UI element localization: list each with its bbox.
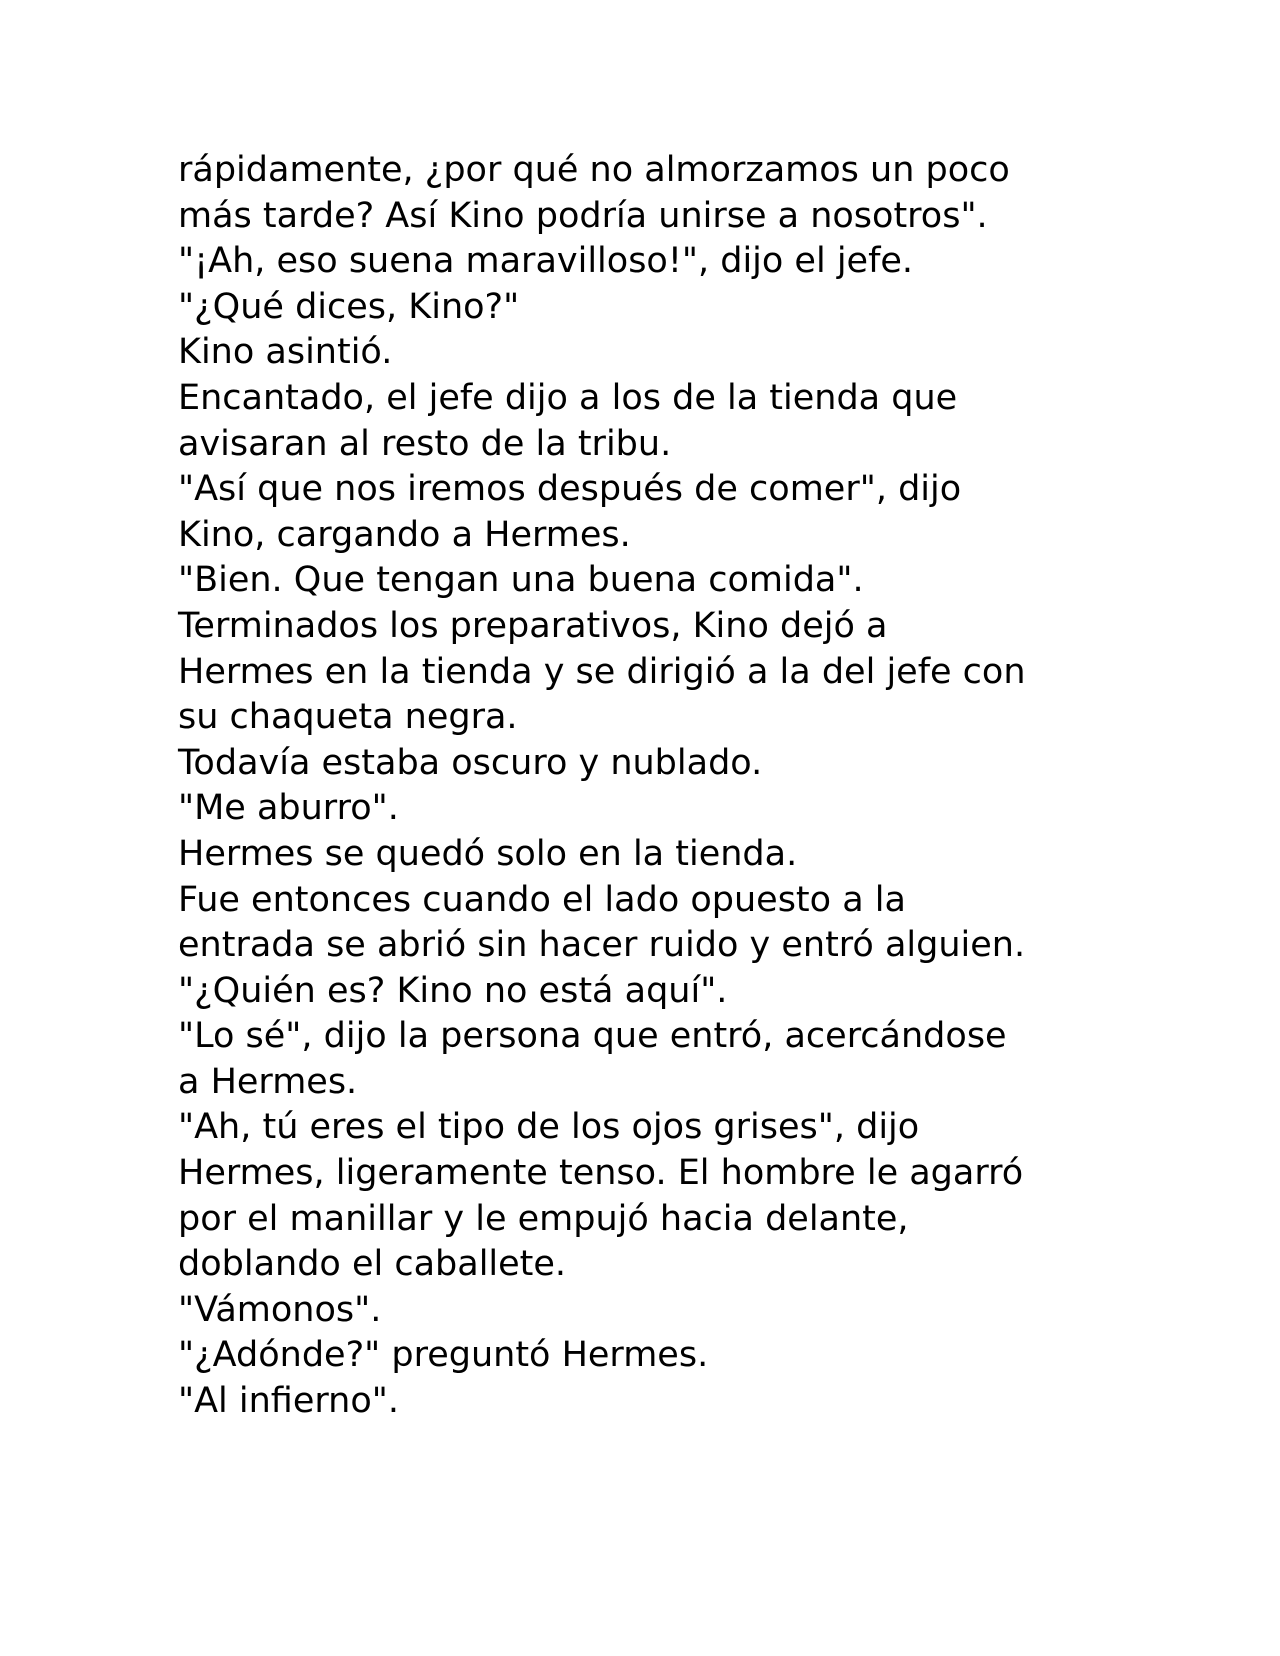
text-line: Fue entonces cuando el lado opuesto a la — [178, 879, 906, 920]
body-text — [178, 148, 1178, 1425]
text-line: avisaran al resto de la tribu. — [178, 423, 672, 464]
text-line: doblando el caballete. — [178, 1244, 567, 1285]
text-line: Hermes en la tienda y se dirigió a la del jefe con — [178, 651, 1026, 692]
text-line: "Ah, tú eres el tipo de los ojos grises", dijo — [178, 1107, 920, 1148]
text-line: "¿Quién es? Kino no está aquí". — [178, 970, 728, 1011]
text-line: más tarde? Así Kino podría unirse a nosotros". — [178, 195, 988, 236]
text-line: Todavía estaba oscuro y nublado. — [178, 742, 763, 783]
text-line: rápidamente, ¿por qué no almorzamos un poco — [178, 150, 1010, 190]
text-line: Kino, cargando a Hermes. — [178, 514, 631, 555]
text-line: "Me aburro". — [178, 788, 399, 829]
text-line: a Hermes. — [178, 1061, 358, 1102]
text-line: "Vámonos". — [178, 1289, 382, 1330]
text-line: "Al infierno". — [178, 1381, 399, 1422]
text-line: Kino asintió. — [178, 332, 393, 373]
text-line: Hermes, ligeramente tenso. El hombre le agarró — [178, 1153, 1024, 1194]
text-line: entrada se abrió sin hacer ruido y entró alguien. — [178, 925, 1026, 966]
text-line: Terminados los preparativos, Kino dejó a — [178, 605, 888, 646]
text-line: su chaqueta negra. — [178, 697, 518, 738]
text-line: Hermes se quedó solo en la tienda. — [178, 833, 798, 874]
text-line: "Así que nos iremos después de comer", dijo — [178, 469, 962, 510]
text-line: "Bien. Que tengan una buena comida". — [178, 560, 864, 601]
text-line: "¿Adónde?" preguntó Hermes. — [178, 1335, 709, 1376]
text-line: "¡Ah, eso suena maravilloso!", dijo el jefe. — [178, 241, 914, 282]
text-line: "¿Qué dices, Kino?" — [178, 286, 520, 327]
text-line: "Lo sé", dijo la persona que entró, acercándose — [178, 1016, 1007, 1057]
text-line: por el manillar y le empujó hacia delante, — [178, 1198, 909, 1239]
text-line: Encantado, el jefe dijo a los de la tienda que — [178, 377, 958, 418]
